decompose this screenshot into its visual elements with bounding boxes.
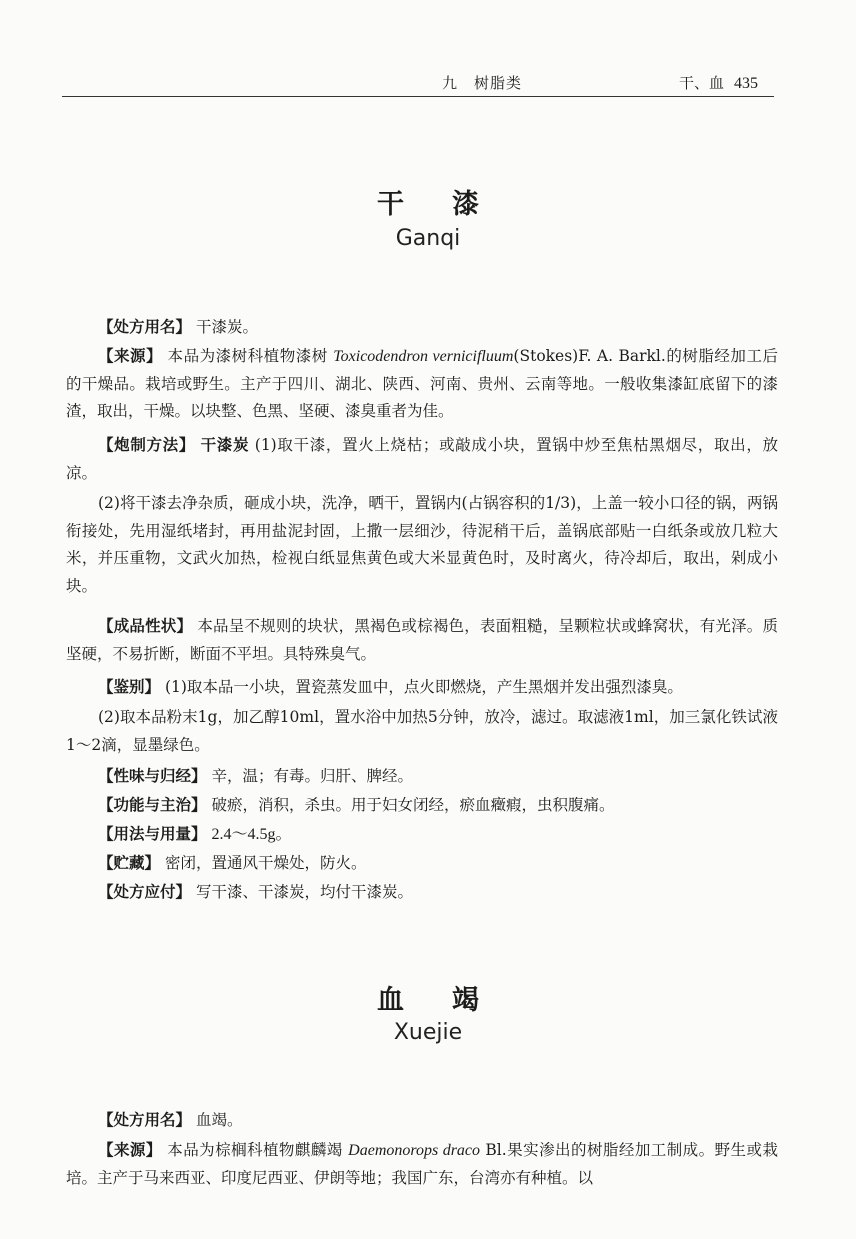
- page-number: 435: [734, 75, 758, 92]
- running-header: [62, 66, 774, 97]
- section-text: 写干漆、干漆炭，均付干漆炭。: [195, 883, 413, 901]
- section-label: 【功能与主治】: [98, 796, 207, 814]
- section-text: (Stokes)F. A. Barkl.的树脂经加工后的干燥品。栽培或野生。主产于四川、湖北、陕西、河南、贵州、云南等地。一般收集漆缸底留下的漆渣，取出，干燥。以块整、色黑、坚硬、漆臭重者为佳。: [66, 347, 778, 420]
- source-section: [66, 1137, 778, 1192]
- section-label: 【成品性状】: [98, 617, 193, 635]
- entry-title-xuejie: [0, 978, 856, 1017]
- title-char: 竭: [452, 985, 479, 1016]
- title-char: 干: [377, 189, 404, 220]
- section-label: 【贮藏】: [98, 854, 161, 872]
- title-char: 血: [377, 985, 404, 1016]
- processing-step-2: (2)将干漆去净杂质，砸成小块，洗净，晒干，置锅内(占锅容积的1/3)，上盖一较小口径的锅，两锅衔接处，先用湿纸堵封，再用盐泥封固，上撒一层细沙，待泥稍干后，盖锅底部贴一白纸条或放几粒大米，并压重物，文武火加热，检视白纸显焦黄色或大米显黄色时，及时离火，待冷却后，取出，剁成小块。: [66, 494, 778, 595]
- section-label: 【炮制方法】: [98, 436, 196, 454]
- section-label: 【性味与归经】: [98, 767, 207, 785]
- section-label: 【来源】: [98, 347, 163, 365]
- section-label: 【处方用名】: [98, 318, 192, 336]
- processing-section: [66, 432, 778, 487]
- storage-section: [66, 850, 778, 878]
- section-text: (1)取干漆，置火上烧枯；或敲成小块，置锅中炒至焦枯黑烟尽，取出，放凉。: [66, 436, 778, 482]
- chapter-title: 九 树脂类: [442, 74, 523, 92]
- section-text: 密闭，置通风干燥处，防火。: [164, 854, 367, 872]
- title-char: 漆: [452, 189, 479, 220]
- latin-name: Daemonorops draco: [348, 1142, 481, 1159]
- entry-title-ganqi: [0, 182, 856, 221]
- identification-step-2: (2)取本品粉末1g，加乙醇10ml，置水浴中加热5分钟，放冷，滤过。取滤液1ml，加三氯化铁试液1～2滴，显墨绿色。: [66, 708, 778, 754]
- section-text: 2.4～4.5g。: [211, 826, 292, 843]
- section-text: 本品为漆树科植物漆树: [167, 347, 328, 365]
- rx-name-section: [66, 314, 778, 342]
- section-label: 【来源】: [98, 1141, 162, 1159]
- section-text: 干漆炭。: [195, 318, 258, 336]
- header-right: [679, 72, 758, 93]
- section-label: 【鉴别】: [98, 678, 161, 696]
- section-text: 辛，温；有毒。归肝、脾经。: [211, 767, 413, 785]
- function-section: [66, 792, 778, 820]
- dispensing-section: [66, 879, 778, 907]
- entry-pinyin-xuejie: Xuejie: [393, 1020, 463, 1045]
- section-sublabel: 干漆炭: [200, 436, 250, 454]
- section-label: 【用法与用量】: [98, 825, 207, 843]
- entry-pinyin-ganqi: Ganqi: [395, 226, 461, 251]
- section-text: (1)取本品一小块，置瓷蒸发皿中，点火即燃烧，产生黑烟并发出强烈漆臭。: [164, 678, 683, 696]
- section-text: 血竭。: [195, 1111, 243, 1129]
- rx-name-section: [66, 1107, 778, 1135]
- nature-section: [66, 763, 778, 791]
- section-label: 【处方用名】: [98, 1111, 192, 1129]
- properties-section: [66, 613, 778, 668]
- section-text: 破瘀，消积，杀虫。用于妇女闭经，瘀血癥瘕，虫积腹痛。: [211, 796, 615, 814]
- section-text: 本品呈不规则的块状，黑褐色或棕褐色，表面粗糙，呈颗粒状或蜂窝状，有光泽。质坚硬，不易折断，断面不平坦。具特殊臭气。: [66, 617, 778, 663]
- latin-name: Toxicodendron vernicifluum: [333, 348, 514, 365]
- section-text: 本品为棕榈科植物麒麟竭: [167, 1141, 343, 1159]
- section-text: Bl.果实渗出的树脂经加工制成。野生或栽培。主产于马来西亚、印度尼西亚、伊朗等地；我国广东，台湾亦有种植。以: [66, 1141, 778, 1187]
- source-section: [66, 343, 778, 426]
- section-label: 【处方应付】: [98, 883, 192, 901]
- section-title: 干、血: [678, 74, 724, 92]
- dosage-section: [66, 821, 778, 849]
- identification-section: [66, 674, 778, 702]
